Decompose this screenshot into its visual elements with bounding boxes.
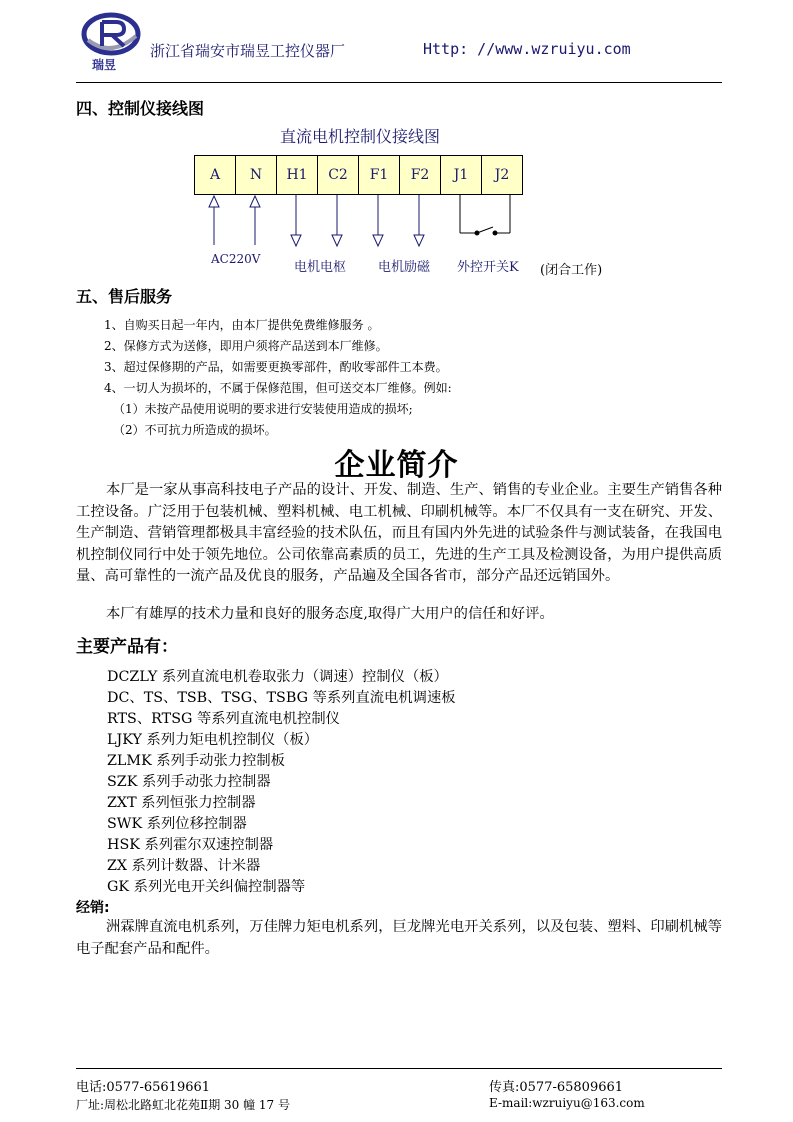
label-motor-armature: 电机电枢 — [294, 260, 347, 275]
product-item: DCZLY 系列直流电机卷取张力（调速）控制仪（板） — [107, 669, 448, 685]
arrow-down-f2-icon — [414, 195, 424, 246]
terminal-f1: F1 — [359, 156, 400, 194]
terminal-c2: C2 — [318, 156, 359, 194]
terminal-f2: F2 — [400, 156, 441, 194]
after-sales-item: 1、自购买日起一年内，由本厂提供免费维修服务 。 — [104, 318, 380, 332]
section-heading-wiring: 四、控制仪接线图 — [76, 99, 205, 118]
product-item: ZLMK 系列手动张力控制板 — [107, 753, 285, 769]
switch-k-icon — [460, 195, 510, 235]
product-item: LJKY 系列力矩电机控制仪（板） — [107, 732, 319, 748]
terminal-n: N — [236, 156, 277, 194]
footer-email[interactable]: E-mail:wzruiyu@163.com — [489, 1096, 645, 1110]
after-sales-item: 4、一切人为损坏的，不属于保修范围，但可送交本厂维修。例如: — [104, 381, 452, 395]
terminal-j1: J1 — [441, 156, 482, 194]
products-heading: 主要产品有： — [76, 637, 178, 657]
product-item: GK 系列光电开关纠偏控制器等 — [107, 879, 306, 895]
footer-divider — [76, 1068, 722, 1069]
footer-address: 厂址:周松北路虹北花苑Ⅱ期 30 幢 17 号 — [76, 1098, 290, 1112]
arrow-up-a-icon — [209, 196, 219, 245]
product-item: RTS、RTSG 等系列直流电机控制仪 — [107, 711, 340, 727]
terminal-a: A — [195, 156, 236, 194]
sales-heading: 经销: — [76, 900, 110, 916]
product-item: ZXT 系列恒张力控制器 — [107, 795, 256, 811]
product-item: SWK 系列位移控制器 — [107, 816, 247, 832]
product-item: HSK 系列霍尔双速控制器 — [107, 837, 274, 853]
footer-fax: 传真:0577-65809661 — [489, 1080, 624, 1095]
website-link[interactable]: Http: //www.wzruiyu.com — [423, 40, 631, 58]
arrow-down-c2-icon — [332, 195, 342, 246]
logo-text: 瑞昱 — [92, 58, 117, 72]
after-sales-subitem: （1）未按产品使用说明的要求进行安装使用造成的损坏; — [113, 402, 413, 416]
company-logo — [80, 12, 142, 70]
company-name: 浙江省瑞安市瑞昱工控仪器厂 — [150, 42, 346, 60]
after-sales-item: 2、保修方式为送修，即用户须将产品送到本厂维修。 — [104, 339, 388, 353]
intro-paragraph-1: 本厂是一家从事高科技电子产品的设计、开发、制造、生产、销售的专业企业。主要生产销售各种工控设备。广泛用于包装机械、塑料机械、电工机械、印刷机械等。本厂不仅具有一支在研究、开发、生产制造、营销管理都极具丰富经验的技术队伍，而且有国内外先进的试验条件与测试装备，在我国电机控制仪同行中处于领先地位。公司依靠高素质的员工，先进的生产工具及检测设备，为用户提供高质量、高可靠性的一流产品及优良的服务，产品遍及全国各省市，部分产品还远销国外。 — [76, 482, 722, 584]
section-heading-after-sales: 五、售后服务 — [76, 287, 173, 306]
label-external-switch: 外控开关K — [457, 260, 519, 275]
arrow-down-f1-icon — [373, 195, 383, 246]
product-item: ZX 系列计数器、计米器 — [107, 858, 261, 874]
footer-phone: 电话:0577-65619661 — [76, 1080, 211, 1095]
terminal-j2: J2 — [494, 167, 510, 183]
product-item: SZK 系列手动张力控制器 — [107, 774, 271, 790]
terminal-h1: H1 — [277, 156, 318, 194]
arrow-down-h1-icon — [291, 195, 301, 246]
label-motor-field: 电机励磁 — [378, 260, 431, 275]
label-ac220v: AC220V — [211, 252, 261, 266]
label-closed-work: (闭合工作) — [540, 263, 603, 278]
diagram-title: 直流电机控制仪接线图 — [280, 127, 441, 146]
sales-paragraph: 洲霖牌直流电机系列，万佳牌力矩电机系列，巨龙牌光电开关系列，以及包装、塑料、印刷机械等电子配套产品和配件。 — [76, 919, 722, 957]
wiring-lines — [194, 193, 534, 255]
after-sales-item: 3、超过保修期的产品，如需要更换零部件，酌收零部件工本费。 — [104, 360, 448, 374]
header-divider — [76, 82, 722, 83]
product-item: DC、TS、TSB、TSG、TSBG 等系列直流电机调速板 — [107, 690, 456, 706]
intro-title: 企业简介 — [334, 448, 459, 483]
arrow-up-n-icon — [250, 196, 260, 245]
terminal-strip — [194, 155, 523, 195]
after-sales-subitem: （2）不可抗力所造成的损坏。 — [113, 423, 277, 437]
intro-paragraph-2: 本厂有雄厚的技术力量和良好的服务态度,取得广大用户的信任和好评。 — [106, 606, 554, 622]
